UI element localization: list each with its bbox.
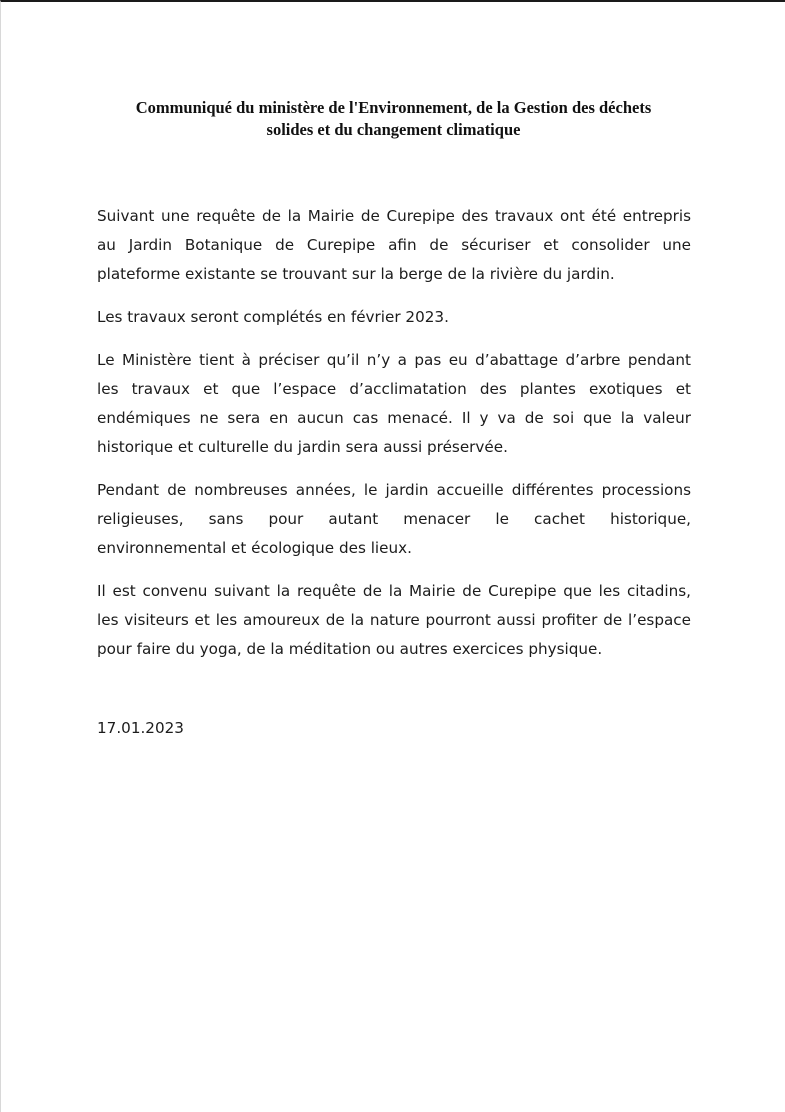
document-body <box>97 202 691 678</box>
paragraph-line: endémiques ne sera en aucun cas menacé. Il y va de soi que la valeur <box>97 409 691 427</box>
paragraph-5 <box>97 577 691 664</box>
paragraph-line: au Jardin Botanique de Curepipe afin de sécuriser et consolider une <box>97 236 691 254</box>
paragraph-line: pour faire du yoga, de la méditation ou autres exercices physique. <box>97 640 603 658</box>
paragraph-line: Le Ministère tient à préciser qu’il n’y a pas eu d’abattage d’arbre pendant <box>97 351 691 369</box>
paragraph-line: religieuses, sans pour autant menacer le cachet historique, <box>97 510 691 528</box>
paragraph-line: les travaux et que l’espace d’acclimatation des plantes exotiques et <box>97 380 691 398</box>
paragraph-3 <box>97 346 691 462</box>
paragraph-line: plateforme existante se trouvant sur la berge de la rivière du jardin. <box>97 265 615 283</box>
paragraph-line: Les travaux seront complétés en février 2023. <box>97 308 449 326</box>
paragraph-line: historique et culturelle du jardin sera aussi préservée. <box>97 438 508 456</box>
paragraph-line: Suivant une requête de la Mairie de Curepipe des travaux ont été entrepris <box>97 207 691 225</box>
document-title <box>61 97 726 141</box>
paragraph-line: Il est convenu suivant la requête de la Mairie de Curepipe que les citadins, <box>97 582 691 600</box>
paragraph-line: environnemental et écologique des lieux. <box>97 539 412 557</box>
paragraph-2 <box>97 303 691 332</box>
title-line-2: solides et du changement climatique <box>266 120 521 139</box>
paragraph-line: Pendant de nombreuses années, le jardin accueille différentes processions <box>97 481 691 499</box>
paragraph-line: les visiteurs et les amoureux de la nature pourront aussi profiter de l’espace <box>97 611 691 629</box>
document-date: 17.01.2023 <box>97 719 184 737</box>
title-line-1: Communiqué du ministère de l'Environnement, de la Gestion des déchets <box>135 98 652 117</box>
paragraph-1 <box>97 202 691 289</box>
paragraph-4 <box>97 476 691 563</box>
